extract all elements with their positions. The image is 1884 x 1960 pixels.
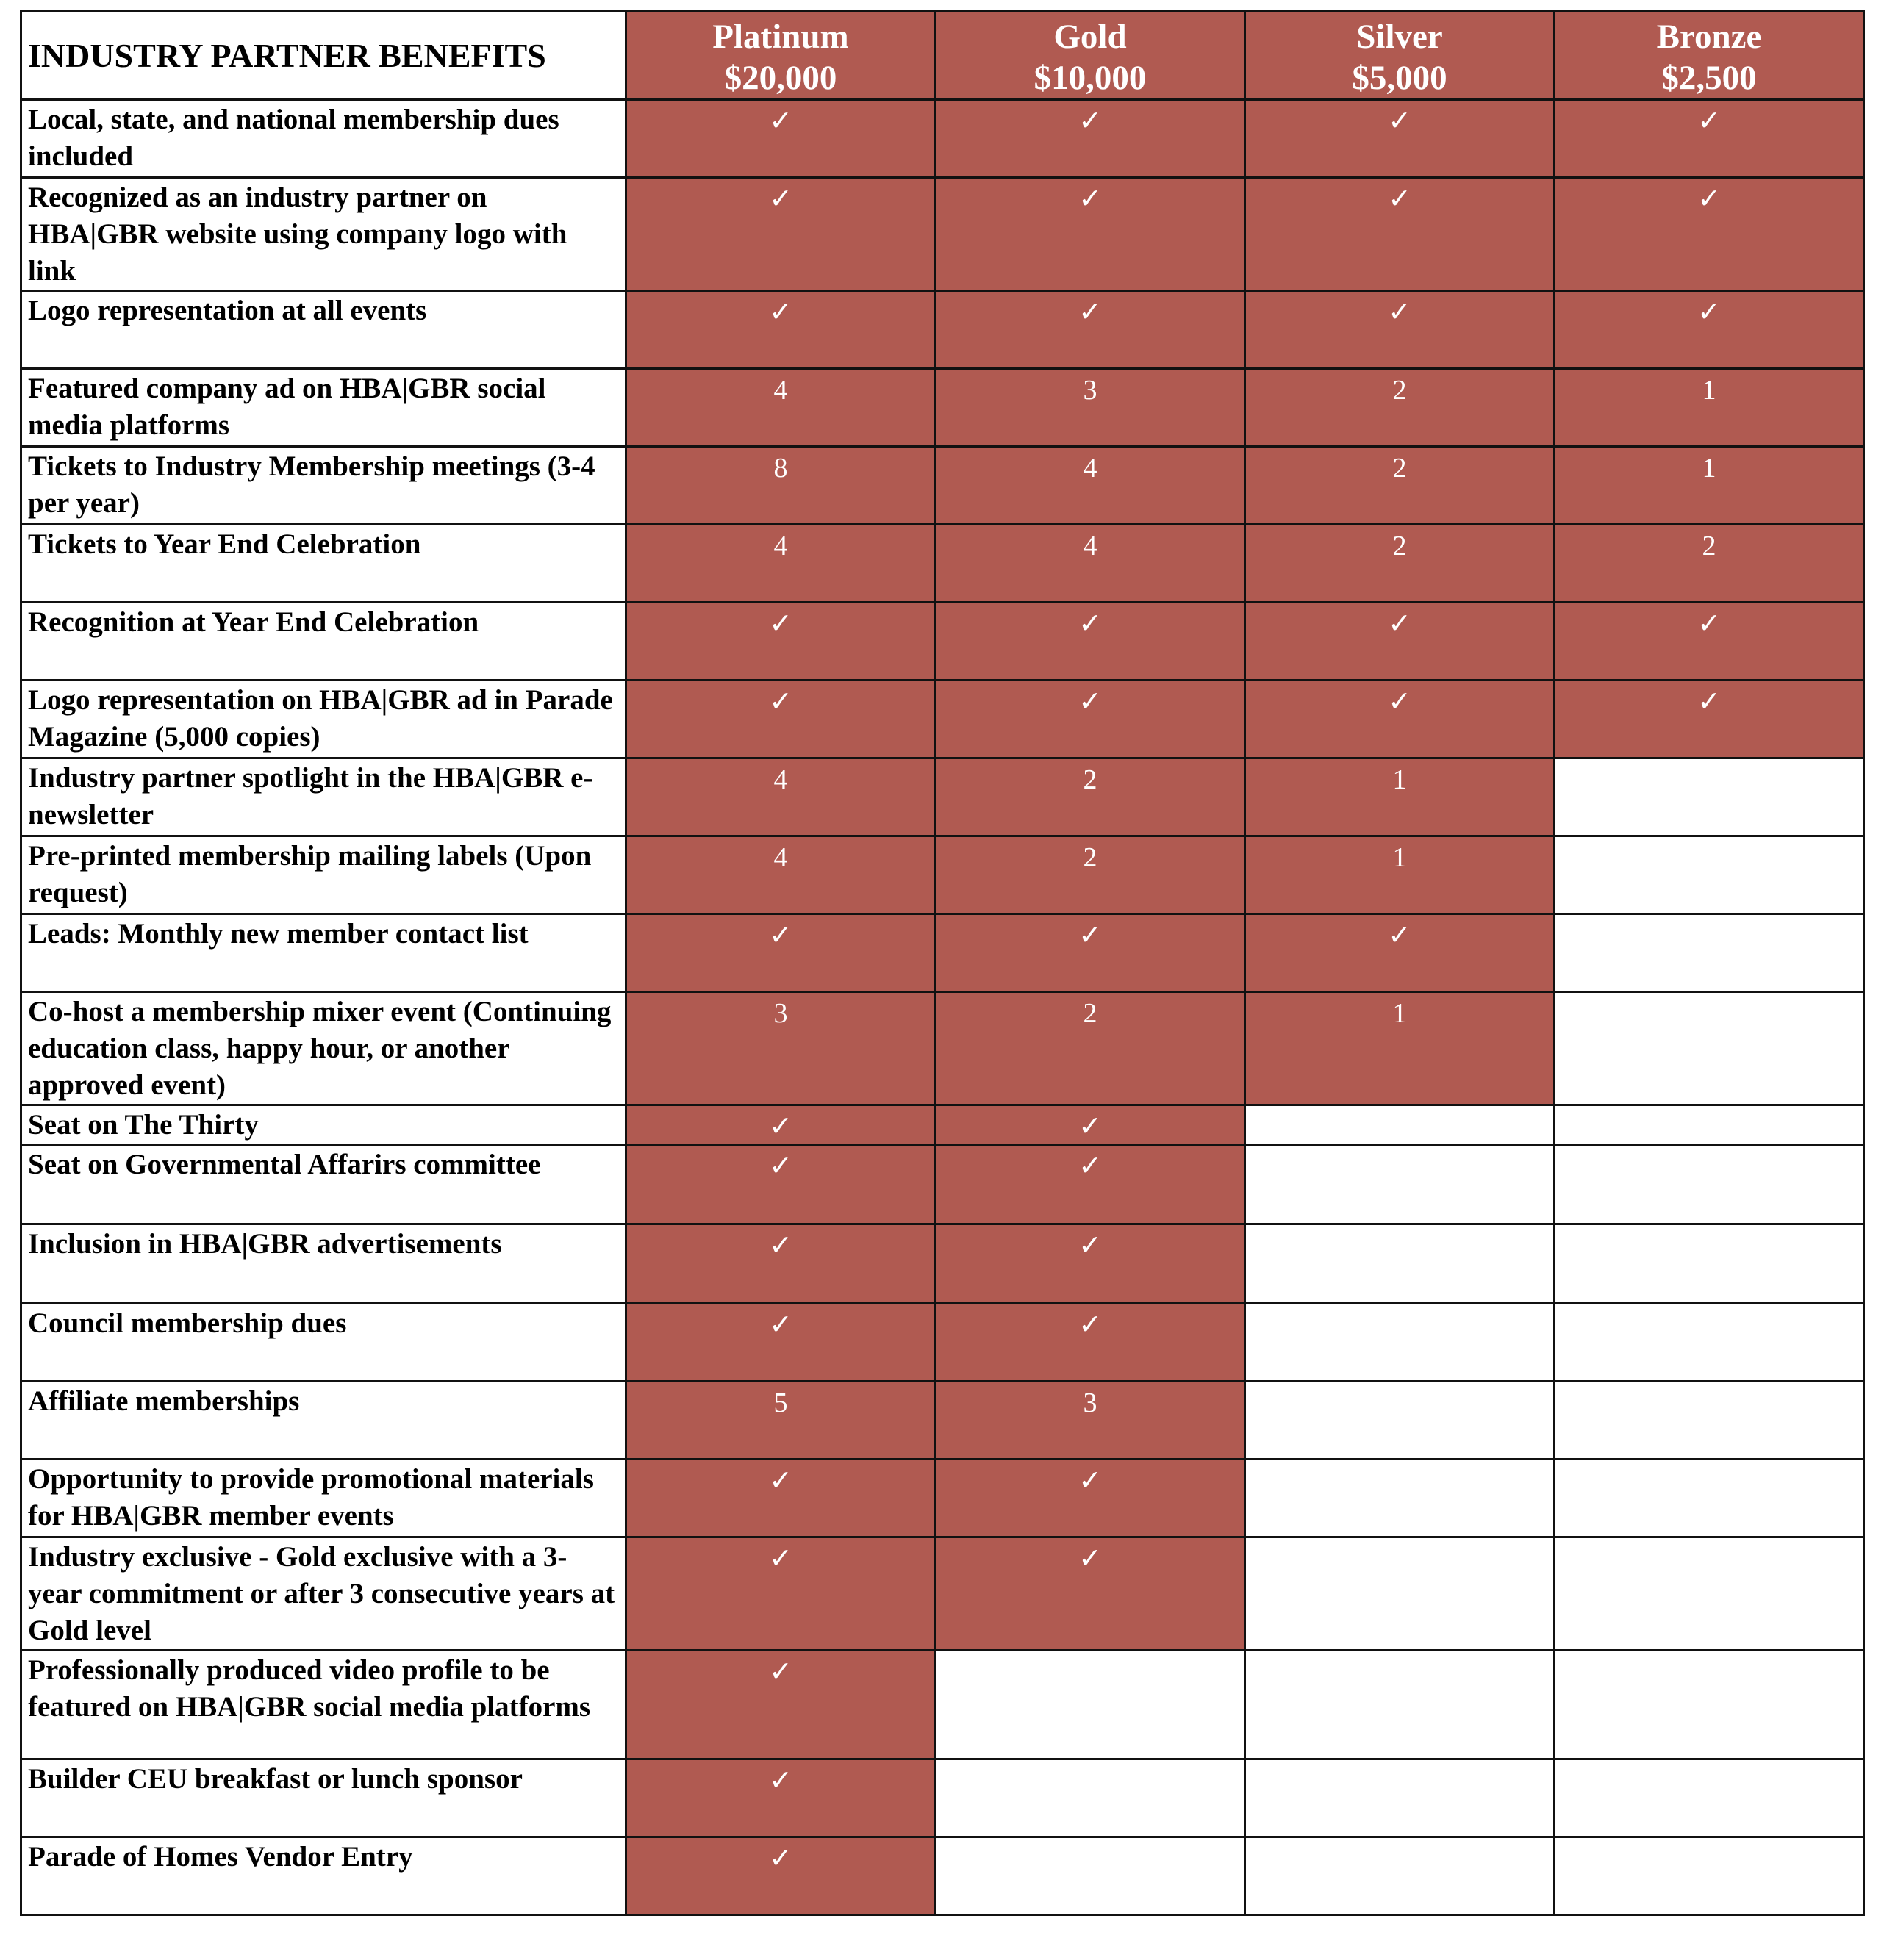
table-row <box>21 1537 1864 1651</box>
benefit-label: Seat on Governmental Affarirs committee <box>21 1145 626 1224</box>
benefit-label: Builder CEU breakfast or lunch sponsor <box>21 1759 626 1837</box>
benefit-label: Co-host a membership mixer event (Continuing education class, happy hour, or another approved event) <box>21 992 626 1105</box>
benefit-label: Seat on The Thirty <box>21 1105 626 1145</box>
cell-gold: ✓ <box>936 1145 1245 1224</box>
table-row <box>21 100 1864 178</box>
tier-price: $20,000 <box>724 59 837 97</box>
tier-price: $5,000 <box>1352 59 1447 97</box>
benefit-label: Local, state, and national membership dues included <box>21 100 626 178</box>
cell-bronze <box>1555 1304 1864 1382</box>
benefit-label: Tickets to Industry Membership meetings (3-4 per year) <box>21 447 626 525</box>
table-row <box>21 603 1864 681</box>
cell-bronze: 1 <box>1555 447 1864 525</box>
cell-platinum: 4 <box>626 369 936 447</box>
cell-silver <box>1245 1759 1555 1837</box>
table-row <box>21 1382 1864 1460</box>
cell-gold <box>936 1837 1245 1915</box>
benefit-label: Affiliate memberships <box>21 1382 626 1460</box>
table-row <box>21 1304 1864 1382</box>
cell-silver: ✓ <box>1245 914 1555 992</box>
cell-bronze <box>1555 836 1864 914</box>
tier-header-silver <box>1245 11 1555 100</box>
cell-silver <box>1245 1651 1555 1759</box>
cell-silver <box>1245 1224 1555 1304</box>
cell-bronze <box>1555 1537 1864 1651</box>
cell-bronze: 2 <box>1555 525 1864 603</box>
cell-silver <box>1245 1460 1555 1537</box>
tier-name: Silver <box>1356 18 1443 56</box>
cell-gold <box>936 1759 1245 1837</box>
cell-bronze <box>1555 1460 1864 1537</box>
cell-silver: 2 <box>1245 525 1555 603</box>
cell-gold: 2 <box>936 836 1245 914</box>
benefit-label: Recognition at Year End Celebration <box>21 603 626 681</box>
cell-platinum: ✓ <box>626 1224 936 1304</box>
cell-gold: 4 <box>936 447 1245 525</box>
tier-price: $10,000 <box>1034 59 1147 97</box>
cell-gold: ✓ <box>936 1224 1245 1304</box>
cell-gold: ✓ <box>936 1537 1245 1651</box>
cell-silver: 1 <box>1245 836 1555 914</box>
cell-silver <box>1245 1837 1555 1915</box>
table-row <box>21 1105 1864 1145</box>
table-title: INDUSTRY PARTNER BENEFITS <box>21 11 626 100</box>
benefit-label: Logo representation at all events <box>21 291 626 369</box>
cell-gold: ✓ <box>936 100 1245 178</box>
cell-silver: 1 <box>1245 992 1555 1105</box>
cell-platinum: ✓ <box>626 1837 936 1915</box>
cell-silver: ✓ <box>1245 603 1555 681</box>
cell-gold <box>936 1651 1245 1759</box>
cell-bronze <box>1555 1105 1864 1145</box>
cell-platinum: 4 <box>626 758 936 836</box>
table-row <box>21 525 1864 603</box>
cell-silver <box>1245 1382 1555 1460</box>
tier-header-platinum <box>626 11 936 100</box>
table-row <box>21 1759 1864 1837</box>
table-row <box>21 291 1864 369</box>
cell-bronze: 1 <box>1555 369 1864 447</box>
cell-platinum: ✓ <box>626 1460 936 1537</box>
cell-platinum: ✓ <box>626 291 936 369</box>
cell-gold: 3 <box>936 1382 1245 1460</box>
table-row <box>21 369 1864 447</box>
cell-gold: ✓ <box>936 291 1245 369</box>
cell-bronze <box>1555 1759 1864 1837</box>
cell-platinum: ✓ <box>626 1105 936 1145</box>
benefits-table <box>20 10 1865 1916</box>
table-row <box>21 681 1864 758</box>
table-row <box>21 447 1864 525</box>
benefit-label: Council membership dues <box>21 1304 626 1382</box>
cell-bronze: ✓ <box>1555 178 1864 291</box>
cell-silver: 2 <box>1245 447 1555 525</box>
cell-silver: ✓ <box>1245 291 1555 369</box>
tier-name: Platinum <box>712 18 849 56</box>
cell-bronze <box>1555 992 1864 1105</box>
cell-platinum: ✓ <box>626 914 936 992</box>
cell-gold: 2 <box>936 758 1245 836</box>
benefit-label: Leads: Monthly new member contact list <box>21 914 626 992</box>
cell-bronze <box>1555 1837 1864 1915</box>
benefit-label: Tickets to Year End Celebration <box>21 525 626 603</box>
benefit-label: Recognized as an industry partner on HBA|GBR website using company logo with link <box>21 178 626 291</box>
cell-platinum: ✓ <box>626 1145 936 1224</box>
cell-platinum: ✓ <box>626 603 936 681</box>
cell-silver: 1 <box>1245 758 1555 836</box>
cell-bronze <box>1555 1651 1864 1759</box>
table-row <box>21 1460 1864 1537</box>
tier-header-bronze <box>1555 11 1864 100</box>
cell-platinum: 5 <box>626 1382 936 1460</box>
table-row <box>21 836 1864 914</box>
cell-silver: ✓ <box>1245 178 1555 291</box>
table-row <box>21 1651 1864 1759</box>
cell-platinum: ✓ <box>626 1304 936 1382</box>
cell-platinum: ✓ <box>626 100 936 178</box>
cell-platinum: ✓ <box>626 1537 936 1651</box>
cell-gold: ✓ <box>936 178 1245 291</box>
cell-silver <box>1245 1304 1555 1382</box>
table-row <box>21 758 1864 836</box>
cell-gold: 2 <box>936 992 1245 1105</box>
benefit-label: Pre-printed membership mailing labels (Upon request) <box>21 836 626 914</box>
cell-gold: ✓ <box>936 603 1245 681</box>
cell-bronze <box>1555 914 1864 992</box>
cell-gold: ✓ <box>936 914 1245 992</box>
cell-platinum: ✓ <box>626 681 936 758</box>
table-row <box>21 914 1864 992</box>
cell-bronze: ✓ <box>1555 100 1864 178</box>
benefit-label: Industry exclusive - Gold exclusive with a 3-year commitment or after 3 consecutive years at Gold level <box>21 1537 626 1651</box>
cell-silver: ✓ <box>1245 100 1555 178</box>
benefit-label: Professionally produced video profile to be featured on HBA|GBR social media platforms <box>21 1651 626 1759</box>
cell-platinum: ✓ <box>626 1651 936 1759</box>
cell-bronze: ✓ <box>1555 681 1864 758</box>
table-row <box>21 1145 1864 1224</box>
tier-price: $2,500 <box>1661 59 1757 97</box>
header-row <box>21 11 1864 100</box>
cell-bronze: ✓ <box>1555 603 1864 681</box>
cell-gold: ✓ <box>936 1105 1245 1145</box>
cell-silver <box>1245 1537 1555 1651</box>
table-row <box>21 992 1864 1105</box>
table-row <box>21 1837 1864 1915</box>
cell-bronze: ✓ <box>1555 291 1864 369</box>
cell-silver <box>1245 1145 1555 1224</box>
benefit-label: Featured company ad on HBA|GBR social media platforms <box>21 369 626 447</box>
cell-platinum: ✓ <box>626 1759 936 1837</box>
cell-gold: ✓ <box>936 1460 1245 1537</box>
benefit-label: Industry partner spotlight in the HBA|GBR e-newsletter <box>21 758 626 836</box>
table-row <box>21 1224 1864 1304</box>
cell-silver: 2 <box>1245 369 1555 447</box>
cell-gold: 3 <box>936 369 1245 447</box>
cell-bronze <box>1555 1145 1864 1224</box>
cell-bronze <box>1555 758 1864 836</box>
cell-gold: ✓ <box>936 1304 1245 1382</box>
benefit-label: Parade of Homes Vendor Entry <box>21 1837 626 1915</box>
cell-gold: ✓ <box>936 681 1245 758</box>
benefit-label: Opportunity to provide promotional materials for HBA|GBR member events <box>21 1460 626 1537</box>
cell-bronze <box>1555 1382 1864 1460</box>
cell-platinum: ✓ <box>626 178 936 291</box>
cell-platinum: 3 <box>626 992 936 1105</box>
table-row <box>21 178 1864 291</box>
table-body <box>21 100 1864 1915</box>
tier-name: Bronze <box>1656 18 1762 56</box>
cell-platinum: 8 <box>626 447 936 525</box>
cell-bronze <box>1555 1224 1864 1304</box>
cell-gold: 4 <box>936 525 1245 603</box>
benefit-label: Inclusion in HBA|GBR advertisements <box>21 1224 626 1304</box>
cell-silver <box>1245 1105 1555 1145</box>
cell-silver: ✓ <box>1245 681 1555 758</box>
benefit-label: Logo representation on HBA|GBR ad in Parade Magazine (5,000 copies) <box>21 681 626 758</box>
tier-name: Gold <box>1053 18 1127 56</box>
cell-platinum: 4 <box>626 836 936 914</box>
tier-header-gold <box>936 11 1245 100</box>
cell-platinum: 4 <box>626 525 936 603</box>
